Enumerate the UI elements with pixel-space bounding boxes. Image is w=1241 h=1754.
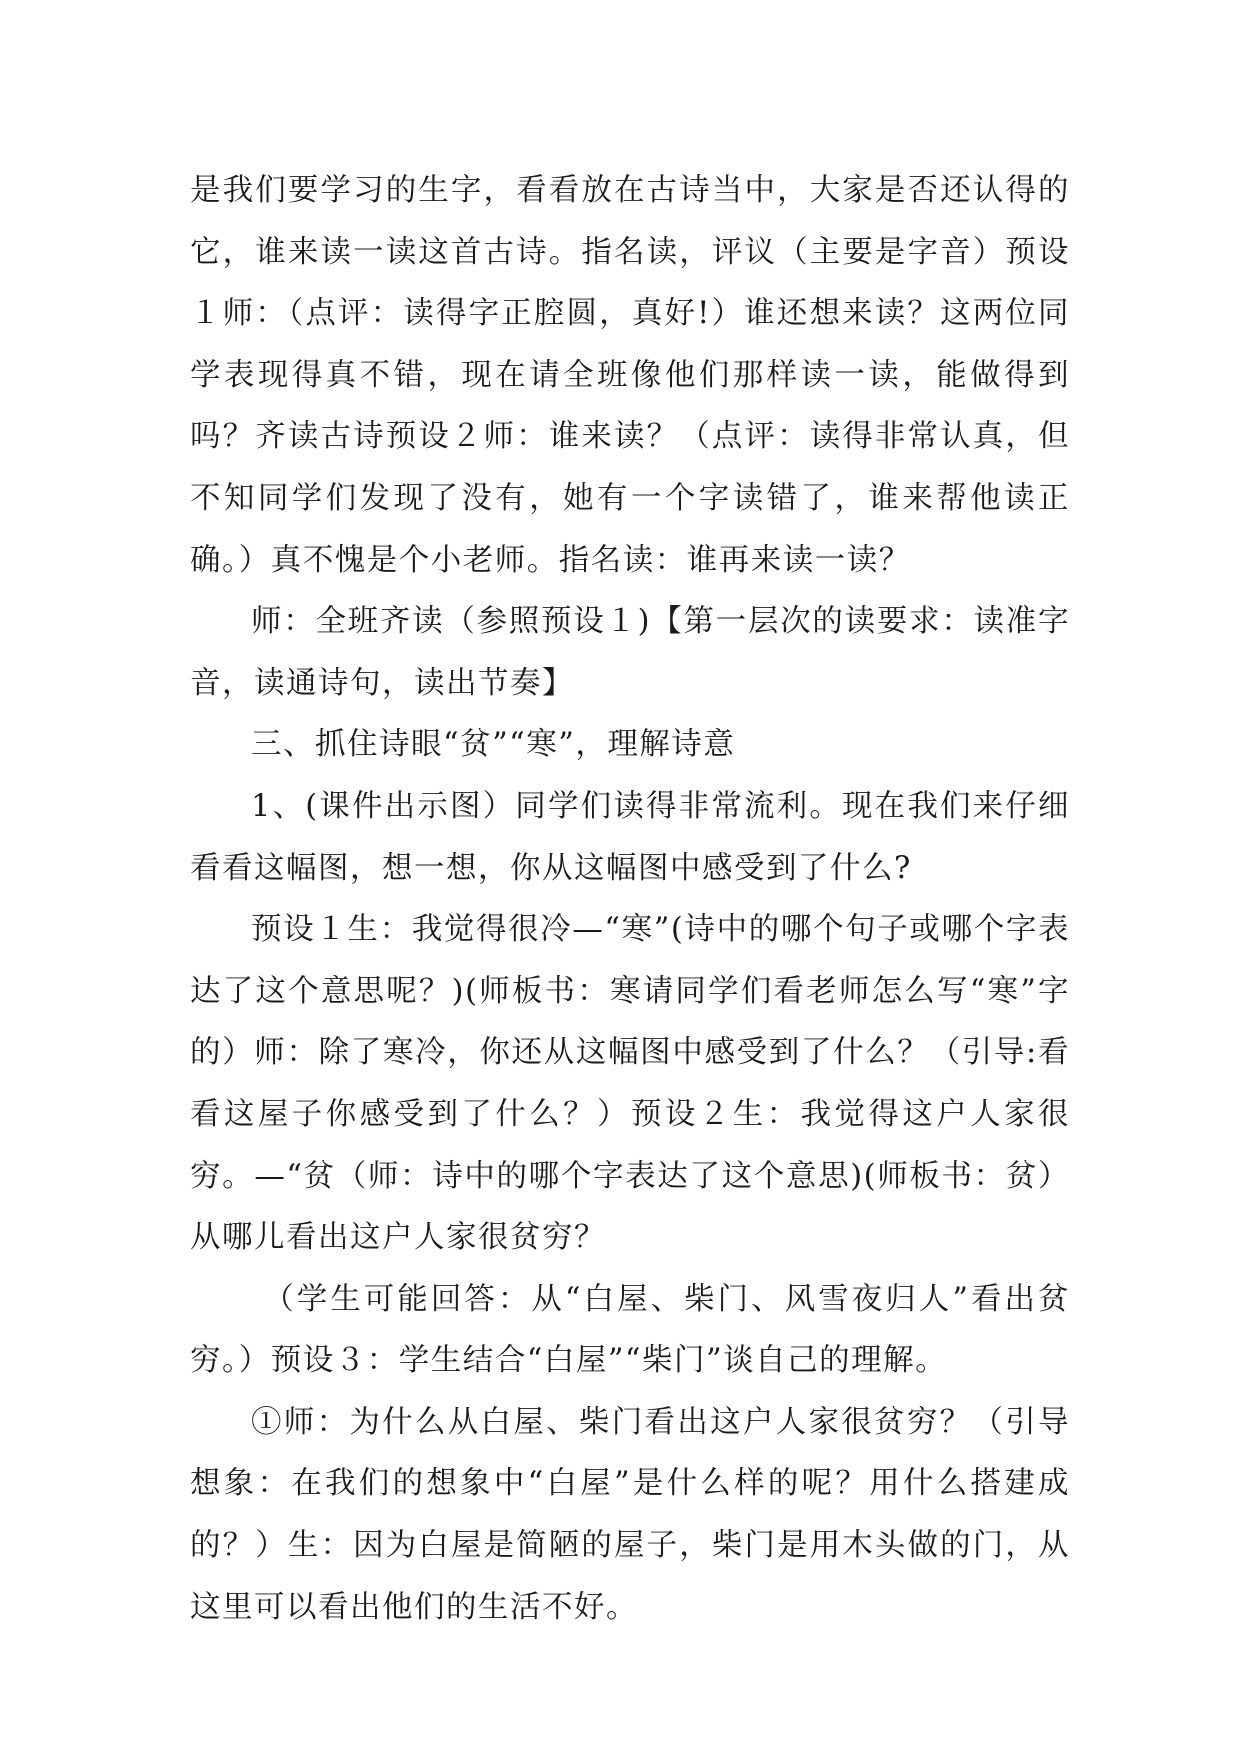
paragraph-picture-task: 1、(课件出示图）同学们读得非常流利。现在我们来仔细看看这幅图，想一想，你从这幅图中感受到了什么? — [190, 788, 1070, 886]
paragraph-student-answers: （学生可能回答：从“白屋、柴门、风雪夜归人”看出贫穷。）预设３：学生结合“白屋”“柴门”谈自己的理解。 — [190, 1281, 1070, 1379]
section-heading-poem-eye: 三、抓住诗眼“贫”“寒”，理解诗意 — [251, 727, 736, 763]
paragraph-reading-presets: 是我们要学习的生字，看看放在古诗当中，大家是否还认得的它，谁来读一读这首古诗。指名读，评议（主要是字音）预设１师：（点评：读得字正腔圆，真好!）谁还想来读？这两位同学表现得真不错，现在请全班像他们那样读一读，能做得到吗？齐读古诗预设２师：谁来读？（点评：读得非常认真，但不知同学们发现了没有，她有一个字读错了，谁来帮他读正确。）真不愧是个小老师。指名读：谁再来读一读？ — [190, 173, 1070, 578]
body-text — [190, 160, 1070, 1638]
paragraph-preset-cold-poor: 预设１生：我觉得很冷—“寒”(诗中的哪个句子或哪个字表达了这个意思呢？)(师板书：寒请同学们看老师怎么写“寒”字的）师：除了寒冷，你还从这幅图中感受到了什么？（引导:看看这屋子你感受到了什么？）预设２生：我觉得这户人家很穷。—“贫（师：诗中的哪个字表达了这个意思)(师板书：贫）从哪儿看出这户人家很贫穷？ — [190, 912, 1070, 1256]
paragraph-class-reading: 师：全班齐读（参照预设１)【第一层次的读要求：读准字音，读通诗句，读出节奏】 — [190, 604, 1070, 701]
paragraph-white-house: ①师：为什么从白屋、柴门看出这户人家很贫穷？（引导想象：在我们的想象中“白屋”是什么样的呢？用什么搭建成的？）生：因为白屋是简陋的屋子，柴门是用木头做的门，从这里可以看出他们的生活不好。 — [190, 1404, 1070, 1625]
